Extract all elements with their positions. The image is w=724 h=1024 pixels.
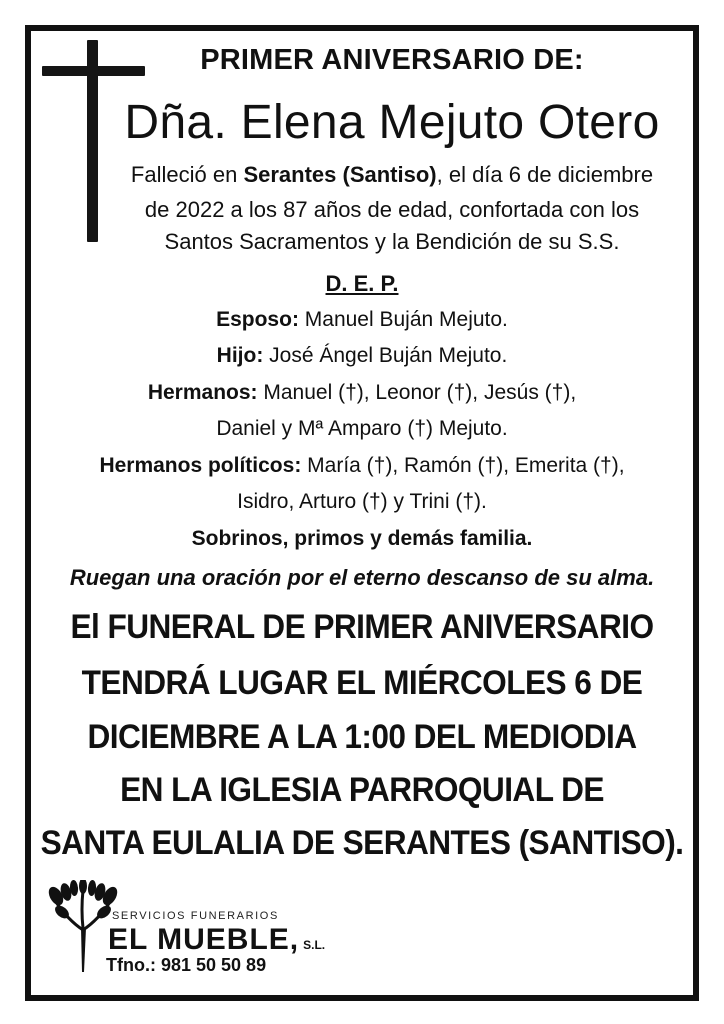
funeral-line-4: EN LA IGLESIA PARROQUIAL DE bbox=[120, 771, 604, 809]
family-in-laws: Hermanos políticos: María (†), Ramón (†), Emerita (†), bbox=[99, 454, 625, 477]
family-siblings: Hermanos: Manuel (†), Leonor (†), Jesús (†), bbox=[147, 381, 577, 404]
intro-line-1: Falleció en Serantes (Santiso), el día 6 de diciembre bbox=[130, 162, 654, 187]
intro-line-2: de 2022 a los 87 años de edad, confortada con los bbox=[144, 197, 640, 222]
intro-line-3: Santos Sacramentos y la Bendición de su S.S. bbox=[164, 229, 620, 254]
family-closing: Sobrinos, primos y demás familia. bbox=[191, 527, 533, 550]
family-in-laws-cont: Isidro, Arturo (†) y Trini (†). bbox=[237, 490, 487, 513]
dep-heading: D. E. P. bbox=[325, 271, 399, 296]
deceased-name: Dña. Elena Mejuto Otero bbox=[124, 96, 660, 149]
logo-services-text: SERVICIOS FUNERARIOS bbox=[112, 910, 279, 922]
family-son: Hijo: José Ángel Buján Mejuto. bbox=[216, 344, 508, 367]
family-spouse: Esposo: Manuel Buján Mejuto. bbox=[216, 308, 508, 331]
funeral-line-5: SANTA EULALIA DE SERANTES (SANTISO). bbox=[40, 824, 684, 862]
family-siblings-cont: Daniel y Mª Amparo (†) Mejuto. bbox=[216, 417, 508, 440]
notice-header: PRIMER ANIVERSARIO DE: bbox=[200, 44, 584, 76]
funeral-home-logo bbox=[48, 880, 328, 980]
prayer-line: Ruegan una oración por el eterno descanso de su alma. bbox=[69, 565, 655, 590]
logo-company-name: EL MUEBLE, S.L. bbox=[108, 923, 326, 956]
funeral-line-2: TENDRÁ LUGAR EL MIÉRCOLES 6 DE bbox=[81, 664, 643, 702]
funeral-line-3: DICIEMBRE A LA 1:00 DEL MEDIODIA bbox=[87, 718, 637, 756]
death-place: Serantes (Santiso) bbox=[243, 162, 437, 187]
funeral-line-1: El FUNERAL DE PRIMER ANIVERSARIO bbox=[70, 608, 654, 646]
logo-phone: Tfno.: 981 50 50 89 bbox=[106, 955, 267, 975]
